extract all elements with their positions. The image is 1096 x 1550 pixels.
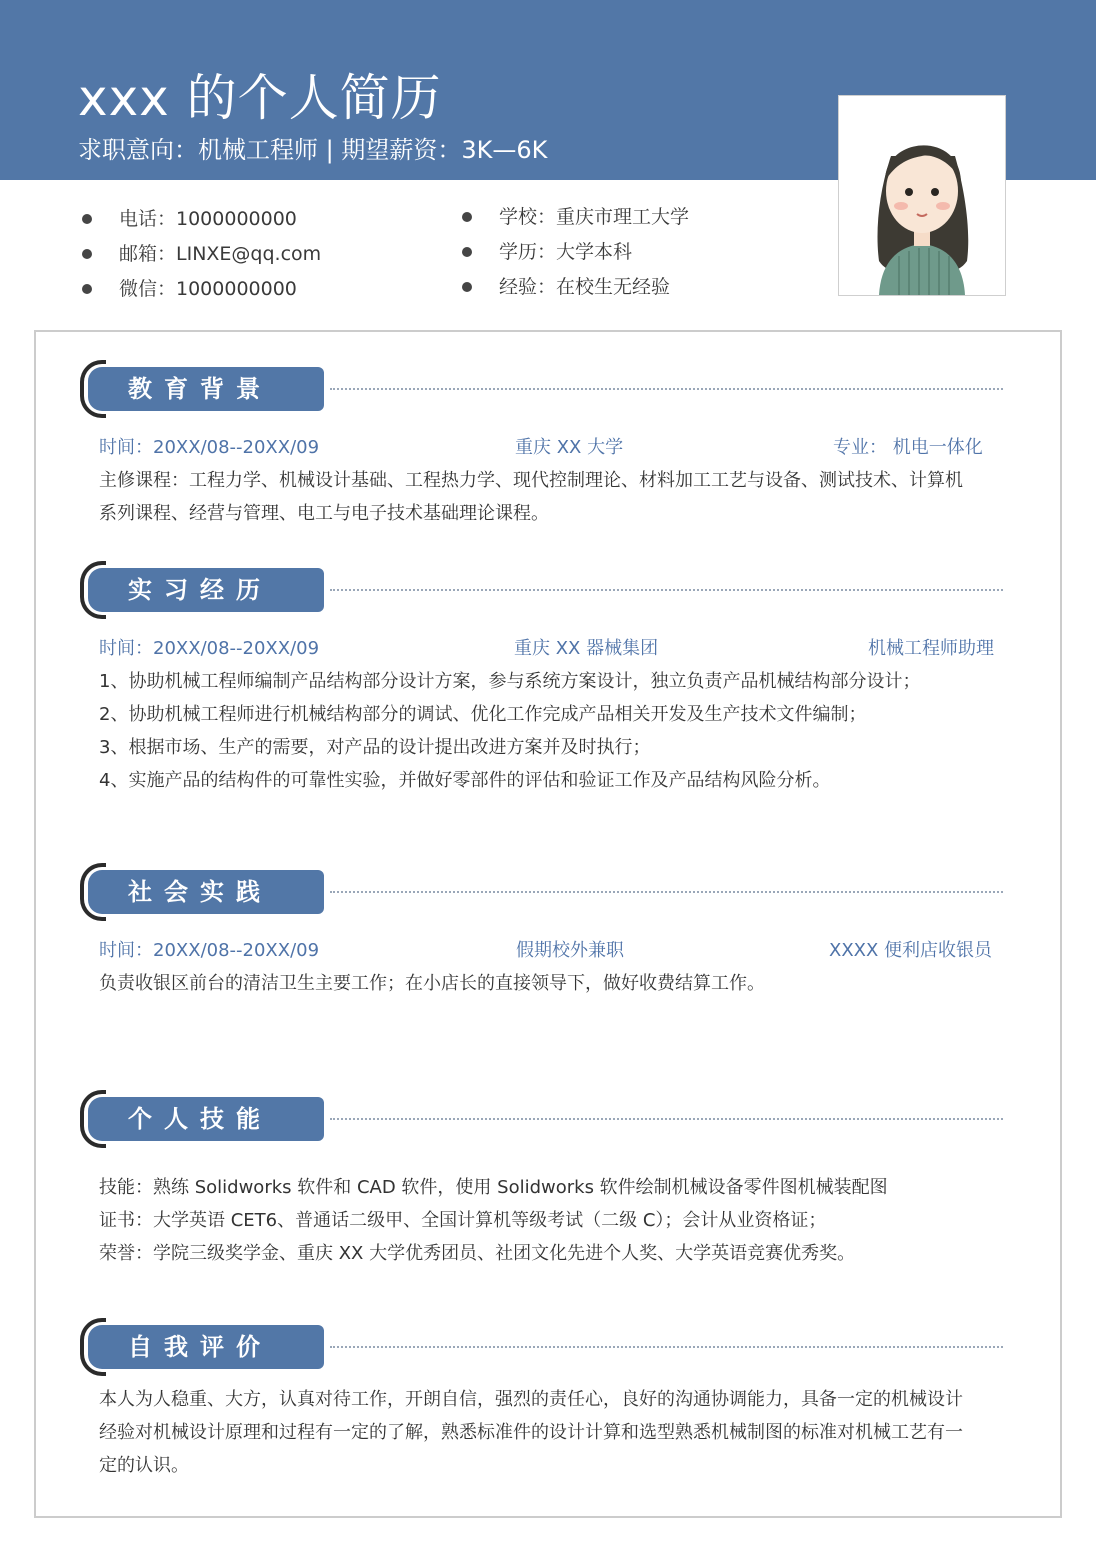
contact-phone: 电话：1000000000 <box>82 205 321 240</box>
dotted-divider <box>330 388 1003 390</box>
section-header-education <box>80 360 1005 420</box>
contact-right-column <box>462 203 689 308</box>
bullet-dot-icon <box>462 282 472 292</box>
social-type: 假期校外兼职 <box>516 940 624 961</box>
avatar-illustration <box>839 96 1005 295</box>
contact-left-column <box>82 205 321 310</box>
dotted-divider <box>330 891 1003 893</box>
education-line: 系列课程、经营与管理、电工与电子技术基础理论课程。 <box>99 503 549 524</box>
contact-wechat: 微信：1000000000 <box>82 275 321 310</box>
section-header-skills <box>80 1090 1005 1150</box>
internship-role: 机械工程师助理 <box>868 638 994 659</box>
section-tab: 社会实践 <box>88 870 324 914</box>
dotted-divider <box>330 1118 1003 1120</box>
contact-school: 学校：重庆市理工大学 <box>462 203 689 238</box>
internship-company: 重庆 XX 器械集团 <box>514 638 659 659</box>
education-school: 重庆 XX 大学 <box>515 437 624 458</box>
self-eval-line: 定的认识。 <box>99 1455 189 1476</box>
internship-line: 1、协助机械工程师编制产品结构部分设计方案，参与系统方案设计，独立负责产品机械结构部分设计； <box>99 671 921 692</box>
section-tab: 个人技能 <box>88 1097 324 1141</box>
self-eval-line: 本人为人稳重、大方，认真对待工作，开朗自信，强烈的责任心，良好的沟通协调能力，具备一定的机械设计 <box>99 1389 963 1410</box>
section-header-internship <box>80 561 1005 621</box>
skills-line: 荣誉：学院三级奖学金、重庆 XX 大学优秀团员、社团文化先进个人奖、大学英语竞赛优秀奖。 <box>99 1243 856 1264</box>
internship-line: 4、实施产品的结构件的可靠性实验，并做好零部件的评估和验证工作及产品结构风险分析。 <box>99 770 831 791</box>
bullet-dot-icon <box>462 247 472 257</box>
skills-line: 证书：大学英语 CET6、普通话二级甲、全国计算机等级考试（二级 C）；会计从业资格证； <box>99 1210 827 1231</box>
skills-line: 技能：熟练 Solidworks 软件和 CAD 软件，使用 Solidworks 软件绘制机械设备零件图机械装配图 <box>99 1177 888 1198</box>
avatar <box>838 95 1006 296</box>
contact-degree: 学历：大学本科 <box>462 238 689 273</box>
social-line: 负责收银区前台的清洁卫生主要工作；在小店长的直接领导下，做好收费结算工作。 <box>99 973 765 994</box>
social-role: XXXX 便利店收银员 <box>829 940 993 961</box>
bullet-dot-icon <box>82 284 92 294</box>
bullet-dot-icon <box>82 214 92 224</box>
page-title: xxx 的个人简历 <box>78 69 442 127</box>
social-time: 时间：20XX/08--20XX/09 <box>99 940 320 961</box>
contact-experience: 经验：在校生无经验 <box>462 273 689 308</box>
job-intention-line: 求职意向：机械工程师 | 期望薪资：3K—6K <box>78 136 548 164</box>
bullet-dot-icon <box>462 212 472 222</box>
section-tab: 实习经历 <box>88 568 324 612</box>
education-line: 主修课程：工程力学、机械设计基础、工程热力学、现代控制理论、材料加工工艺与设备、测试技术、计算机 <box>99 470 963 491</box>
section-tab: 自我评价 <box>88 1325 324 1369</box>
section-header-social <box>80 863 1005 923</box>
internship-meta-row <box>99 634 999 664</box>
education-time: 时间：20XX/08--20XX/09 <box>99 437 320 458</box>
education-major: 专业： 机电一体化 <box>833 437 983 458</box>
internship-line: 2、协助机械工程师进行机械结构部分的调试、优化工作完成产品相关开发及生产技术文件编制； <box>99 704 867 725</box>
bullet-dot-icon <box>82 249 92 259</box>
contact-email: 邮箱：LINXE@qq.com <box>82 240 321 275</box>
social-meta-row <box>99 936 999 966</box>
internship-time: 时间：20XX/08--20XX/09 <box>99 638 320 659</box>
dotted-divider <box>330 1346 1003 1348</box>
self-eval-line: 经验对机械设计原理和过程有一定的了解，熟悉标准件的设计计算和选型熟悉机械制图的标准对机械工艺有一 <box>99 1422 963 1443</box>
section-tab: 教育背景 <box>88 367 324 411</box>
section-header-self-eval <box>80 1318 1005 1378</box>
dotted-divider <box>330 589 1003 591</box>
internship-line: 3、根据市场、生产的需要，对产品的设计提出改进方案并及时执行； <box>99 737 651 758</box>
education-meta-row <box>99 433 999 463</box>
